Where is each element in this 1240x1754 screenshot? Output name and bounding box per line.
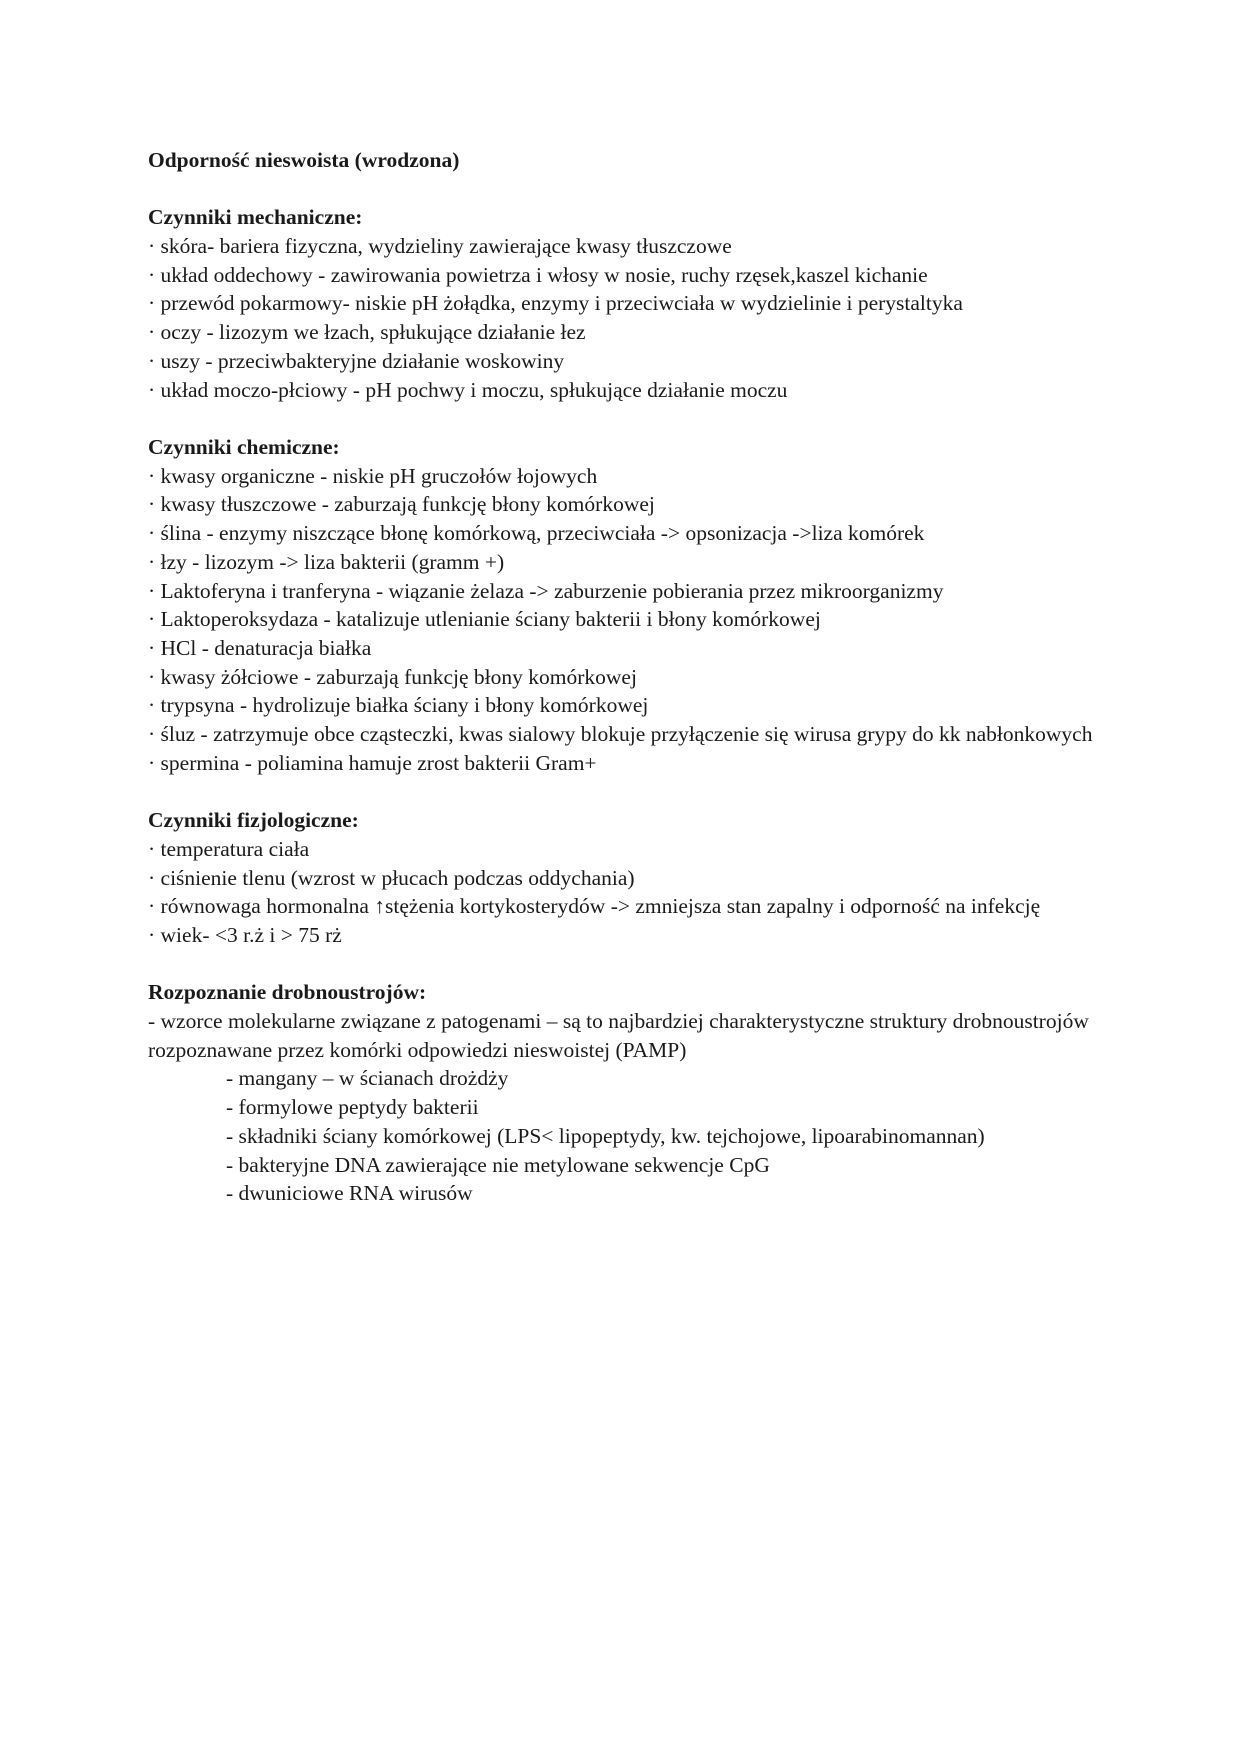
list-item: · kwasy tłuszczowe - zaburzają funkcję błony komórkowej (148, 492, 655, 517)
sub-list-item: - dwuniciowe RNA wirusów (226, 1181, 473, 1206)
list-item: · spermina - poliamina hamuje zrost bakterii Gram+ (148, 750, 597, 775)
list-item: · temperatura ciała (148, 836, 310, 861)
sub-list-item: - mangany – w ścianach drożdży (226, 1066, 509, 1091)
list-item: · przewód pokarmowy- niskie pH żołądka, enzymy i przeciwciała w wydzielinie i perystaltyka (148, 291, 963, 316)
list-item: · skóra- bariera fizyczna, wydzieliny zawierające kwasy tłuszczowe (148, 234, 732, 259)
list-item: · oczy - lizozym we łzach, spłukujące działanie łez (148, 320, 586, 345)
section-heading: Rozpoznanie drobnoustrojów: (148, 980, 427, 1005)
sub-list-item: - formylowe peptydy bakterii (226, 1095, 479, 1120)
list-item: · kwasy żółciowe - zaburzają funkcję błony komórkowej (148, 664, 637, 689)
list-item: · kwasy organiczne - niskie pH gruczołów łojowych (148, 463, 598, 488)
recognition-intro: - wzorce molekularne związane z patogenami – są to najbardziej charakterystyczne struktury drobnoustrojów rozpoznawane przez komórki odpowiedzi nieswoistej (PAMP) (148, 1009, 1089, 1062)
list-item: · trypsyna - hydrolizuje białka ściany i błony komórkowej (148, 693, 649, 718)
section-recognition (148, 978, 1098, 1208)
sub-list-item: - składniki ściany komórkowej (LPS< lipopeptydy, kw. tejchojowe, lipoarabinomannan) (226, 1123, 985, 1148)
document-page (148, 146, 1098, 1208)
list-item: · ciśnienie tlenu (wzrost w płucach podczas oddychania) (148, 865, 635, 890)
list-item: · Laktoperoksydaza - katalizuje utlenianie ściany bakterii i błony komórkowej (148, 607, 821, 632)
list-item: · ślina - enzymy niszczące błonę komórkową, przeciwciała -> opsonizacja ->liza komórek (148, 521, 925, 546)
list-item: · łzy - lizozym -> liza bakterii (gramm +) (148, 549, 505, 574)
list-item: · uszy - przeciwbakteryjne działanie woskowiny (148, 348, 565, 373)
list-item: · wiek- <3 r.ż i > 75 rż (148, 922, 342, 947)
section-heading: Czynniki fizjologiczne: (148, 808, 359, 833)
section-mechanical (148, 203, 1098, 404)
list-item: · Laktoferyna i tranferyna - wiązanie żelaza -> zaburzenie pobierania przez mikroorganizmy (148, 578, 944, 603)
section-heading: Czynniki chemiczne: (148, 434, 340, 459)
section-chemical (148, 433, 1098, 777)
list-item: · równowaga hormonalna ↑stężenia kortykosterydów -> zmniejsza stan zapalny i odporność na infekcję (148, 894, 1041, 919)
document-title: Odporność nieswoista (wrodzona) (148, 148, 460, 172)
sub-list-item: - bakteryjne DNA zawierające nie metylowane sekwencje CpG (226, 1152, 770, 1177)
section-physiological (148, 806, 1098, 950)
list-item: · układ moczo-płciowy - pH pochwy i moczu, spłukujące działanie moczu (148, 377, 788, 402)
list-item: · układ oddechowy - zawirowania powietrza i włosy w nosie, ruchy rzęsek,kaszel kichanie (148, 262, 928, 287)
list-item: · śluz - zatrzymuje obce cząsteczki, kwas sialowy blokuje przyłączenie się wirusa grypy do kk nabłonkowych (148, 722, 1093, 747)
section-heading: Czynniki mechaniczne: (148, 205, 363, 230)
list-item: · HCl - denaturacja białka (148, 635, 372, 660)
